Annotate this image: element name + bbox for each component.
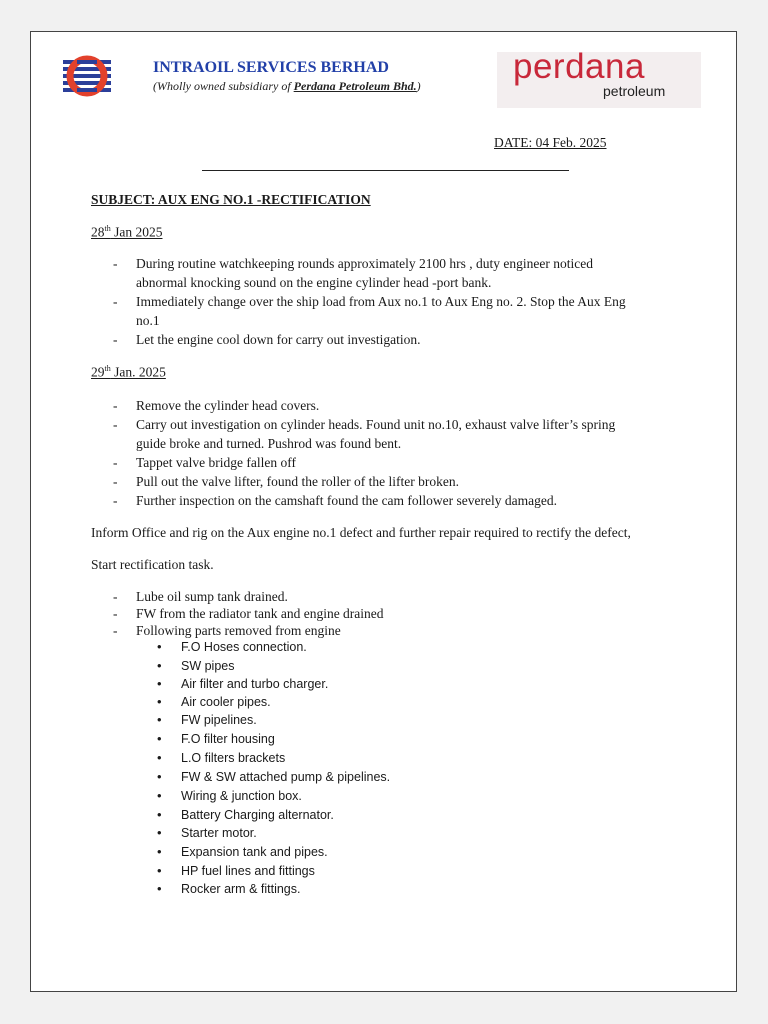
bullet-icon: • <box>157 863 162 878</box>
list-item: Further inspection on the camshaft found the cam follower severely damaged. <box>136 493 557 508</box>
dash-bullet: - <box>113 332 118 347</box>
dash-bullet: - <box>113 294 118 309</box>
part-item: FW & SW attached pump & pipelines. <box>181 770 391 784</box>
section-date-28-jan: 28th Jan 2025 <box>91 224 163 240</box>
bullet-icon: • <box>157 731 162 746</box>
part-item: Expansion tank and pipes. <box>181 845 328 859</box>
list-item: Carry out investigation on cylinder heads. Found unit no.10, exhaust valve lifter’s spring <box>136 417 616 432</box>
list-item-continuation: abnormal knocking sound on the engine cylinder head -port bank. <box>136 275 492 290</box>
dash-bullet: - <box>113 474 118 489</box>
dash-bullet: - <box>113 493 118 508</box>
list-item: Lube oil sump tank drained. <box>136 589 288 604</box>
list-item-continuation: guide broke and turned. Pushrod was found bent. <box>136 436 402 451</box>
list-item: During routine watchkeeping rounds approximately 2100 hrs , duty engineer noticed <box>136 256 594 271</box>
dash-bullet: - <box>113 398 118 413</box>
bullet-icon: • <box>157 694 162 709</box>
dash-bullet: - <box>113 417 118 432</box>
list-item-continuation: no.1 <box>136 313 160 328</box>
part-item: L.O filters brackets <box>181 751 286 765</box>
bullet-icon: • <box>157 712 162 727</box>
section-date-29-jan: 29th Jan. 2025 <box>91 364 166 380</box>
subsidiary-note: (Wholly owned subsidiary of Perdana Petroleum Bhd.) <box>153 79 421 93</box>
part-item: F.O Hoses connection. <box>181 640 307 654</box>
bullet-icon: • <box>157 825 162 840</box>
part-item: FW pipelines. <box>181 713 257 727</box>
part-item: SW pipes <box>181 659 235 673</box>
parent-company-name: Perdana Petroleum Bhd. <box>293 79 417 93</box>
list-item: Remove the cylinder head covers. <box>136 398 320 413</box>
brand-logo-main-text: perdana <box>513 47 645 86</box>
list-item: Following parts removed from engine <box>136 623 341 638</box>
part-item: Rocker arm & fittings. <box>181 882 301 896</box>
start-paragraph: Start rectification task. <box>91 557 214 572</box>
part-item: HP fuel lines and fittings <box>181 864 315 878</box>
inform-paragraph: Inform Office and rig on the Aux engine no.1 defect and further repair required to rectify the defect, <box>91 525 631 540</box>
bullet-icon: • <box>157 658 162 673</box>
company-name: INTRAOIL SERVICES BERHAD <box>153 59 389 76</box>
bullet-icon: • <box>157 788 162 803</box>
part-item: Battery Charging alternator. <box>181 808 334 822</box>
dash-bullet: - <box>113 606 118 621</box>
bullet-icon: • <box>157 807 162 822</box>
subject-line: SUBJECT: AUX ENG NO.1 -RECTIFICATION <box>91 192 371 207</box>
bullet-icon: • <box>157 676 162 691</box>
header-divider <box>202 170 569 171</box>
bullet-icon: • <box>157 639 162 654</box>
bullet-icon: • <box>157 881 162 896</box>
dash-bullet: - <box>113 455 118 470</box>
part-item: Air cooler pipes. <box>181 695 271 709</box>
bullet-icon: • <box>157 750 162 765</box>
part-item: F.O filter housing <box>181 732 275 746</box>
dash-bullet: - <box>113 623 118 638</box>
part-item: Wiring & junction box. <box>181 789 302 803</box>
dash-bullet: - <box>113 256 118 271</box>
document-page <box>30 31 737 992</box>
intraoil-logo-icon <box>63 46 111 106</box>
document-date: DATE: 04 Feb. 2025 <box>494 135 607 150</box>
dash-bullet: - <box>113 589 118 604</box>
part-item: Air filter and turbo charger. <box>181 677 329 691</box>
bullet-icon: • <box>157 769 162 784</box>
list-item: Let the engine cool down for carry out investigation. <box>136 332 421 347</box>
list-item: Tappet valve bridge fallen off <box>136 455 296 470</box>
brand-logo-sub-text: petroleum <box>603 83 666 99</box>
perdana-petroleum-logo <box>497 47 701 108</box>
part-item: Starter motor. <box>181 826 257 840</box>
list-item: FW from the radiator tank and engine drained <box>136 606 384 621</box>
bullet-icon: • <box>157 844 162 859</box>
list-item: Immediately change over the ship load from Aux no.1 to Aux Eng no. 2. Stop the Aux Eng <box>136 294 626 309</box>
list-item: Pull out the valve lifter, found the roller of the lifter broken. <box>136 474 459 489</box>
